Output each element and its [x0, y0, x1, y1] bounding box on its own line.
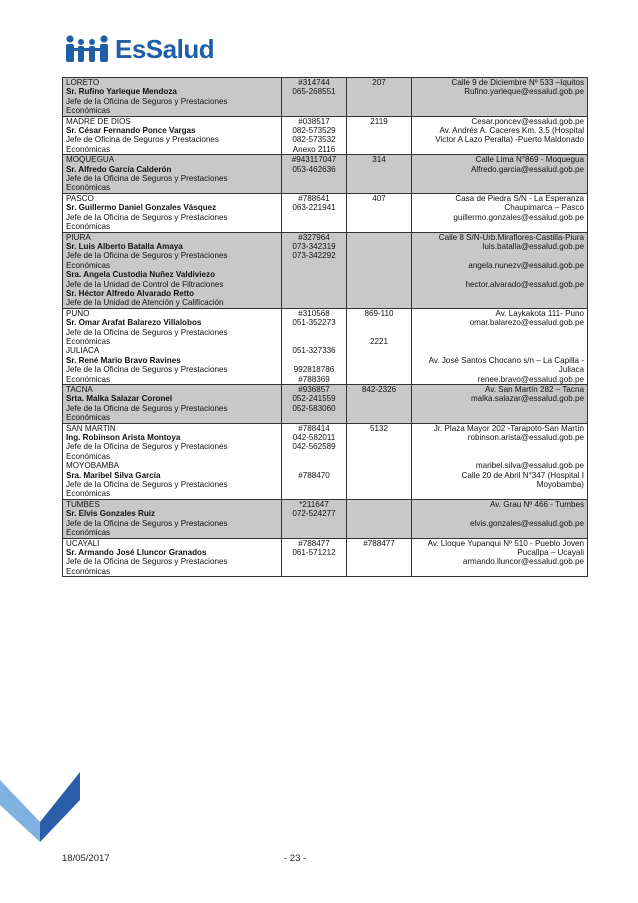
contact-info-cell-line: PASCO: [66, 193, 94, 203]
contact-info-cell-line: SAN MARTIN: [66, 423, 116, 433]
phone-cell-line: Anexo 2116: [292, 144, 336, 154]
contact-info-cell-line: TACNA: [66, 385, 93, 394]
contact-info-cell-line: Económicas: [66, 260, 111, 270]
contact-info-cell-line: Jefe de la Oficina de Seguros y Prestaciones: [66, 518, 228, 528]
phone-cell-line: [285, 356, 343, 365]
contact-info-cell-line: MOQUEGUA: [66, 155, 115, 165]
extension-cell: [347, 193, 412, 232]
table-row: [63, 116, 588, 155]
checkmark-decoration-icon: [0, 760, 80, 850]
phone-cell-line: 051-352273: [292, 318, 336, 328]
extension-cell-line: [350, 328, 408, 337]
table-row: [63, 308, 588, 384]
contact-info-cell-line: Económicas: [66, 374, 111, 384]
contact-info-cell-line: Económicas: [66, 413, 111, 423]
phone-cell-line: 065-268551: [292, 87, 336, 97]
contact-info-cell-line: Económicas: [66, 489, 111, 499]
address-cell-line: Jr. Plaza Mayor 202 -Tarapoto-San Martín: [433, 423, 584, 433]
address-cell-line: Av. José Santos Chocano s/n – La Capilla -: [428, 355, 584, 365]
table-row: [63, 232, 588, 308]
table-row: [63, 538, 588, 577]
phone-cell-line: 042-562589: [292, 442, 336, 452]
extension-cell-line: 2221: [369, 336, 388, 346]
address-cell-line: robinson.arista@essalud.gob.pe: [467, 433, 584, 443]
contact-info-cell-line: Económicas: [66, 451, 111, 461]
extension-cell-line: 207: [372, 78, 386, 87]
contact-info-cell: [63, 308, 282, 384]
page-number: - 23 -: [284, 853, 307, 864]
contact-info-cell-line: Sr. Guillermo Daniel Gonzales Vásquez: [66, 203, 217, 213]
contact-info-cell-line: PIURA: [66, 232, 91, 242]
phone-cell-line: #788369: [298, 374, 330, 384]
address-cell: [412, 116, 588, 155]
address-cell-line: [415, 346, 584, 355]
extension-cell-line: 869-110: [364, 308, 394, 318]
phone-cell-line: 052-241559: [292, 394, 336, 404]
phone-cell-line: 073-342319: [292, 241, 336, 251]
address-cell-line: Pucallpa – Ucayali: [517, 547, 584, 557]
phone-cell-line: #788641: [298, 193, 330, 203]
address-cell-line: omar.balarezo@essalud.gob.pe: [469, 318, 584, 328]
address-cell-line: angela.nunezv@essalud.gob.pe: [468, 260, 584, 270]
phone-cell-line: #936857: [298, 385, 330, 394]
contact-info-cell-line: Jefe de la Unidad de Control de Filtraciones: [66, 279, 224, 289]
address-cell-line: Av. Lloque Yupanqui Nº 510 - Pueblo Joven: [427, 538, 584, 548]
extension-cell-line: 314: [372, 155, 386, 165]
contact-info-cell-line: Jefe de la Oficina de Seguros y Prestaciones: [66, 327, 228, 337]
contact-info-cell-line: Sr. Héctor Alfredo Alvarado Retto: [66, 288, 195, 298]
extension-cell: [347, 232, 412, 308]
address-cell-line: Av. Laykakota 111- Puno: [495, 308, 584, 318]
contact-info-cell-line: JULIACA: [66, 346, 100, 356]
address-cell-line: [415, 251, 584, 260]
contact-info-cell: [63, 116, 282, 155]
phone-cell: [282, 538, 347, 577]
contact-info-cell-line: Jefe de la Unidad de Atención y Calificación: [66, 298, 224, 308]
address-cell-line: [415, 337, 584, 346]
phone-cell: [282, 78, 347, 117]
address-cell-line: [415, 328, 584, 337]
contact-info-cell: [63, 155, 282, 194]
contact-info-cell-line: Sra. Angela Custodia Nuñez Valdiviezo: [66, 270, 216, 280]
address-cell-line: [415, 270, 584, 279]
contact-info-cell-line: Económicas: [66, 566, 111, 576]
contact-info-cell-line: Jefe de la Oficina de Seguros y Prestaciones: [66, 174, 228, 184]
phone-cell-line: #788470: [298, 470, 330, 480]
contact-info-cell-line: Económicas: [66, 144, 111, 154]
contact-info-cell-line: Jefe de la Oficina de Seguros y Prestaciones: [66, 442, 228, 452]
address-cell-line: Rufino.yarleque@essalud.gob.pe: [464, 87, 584, 97]
phone-cell-line: 082-573532: [292, 135, 336, 145]
contact-info-cell: [63, 499, 282, 538]
logo-wordmark: EsSalud: [115, 33, 215, 64]
phone-cell-line: 052-583060: [292, 403, 336, 413]
address-cell-line: Calle 9 de Diciembre Nº 533 –Iquitos: [451, 78, 584, 87]
contact-info-cell-line: UCAYALI: [66, 538, 100, 548]
contact-info-cell-line: Económicas: [66, 183, 111, 193]
contact-info-cell-line: Sr. Elvis Gonzales Ruiz: [66, 509, 156, 519]
extension-cell: [347, 423, 412, 499]
contact-info-cell-line: Económicas: [66, 106, 111, 116]
table-row: [63, 423, 588, 499]
contact-info-cell-line: Jefe de la Oficina de Seguros y Prestaciones: [66, 251, 228, 261]
contact-info-cell-line: Jefe de la Oficina de Seguros y Prestaciones: [66, 480, 228, 490]
phone-cell: [282, 193, 347, 232]
extension-cell: [347, 308, 412, 384]
table-row: [63, 78, 588, 117]
address-cell-line: Cesar.poncev@essalud.gob.pe: [471, 116, 584, 126]
phone-cell: [282, 423, 347, 499]
address-cell: [412, 423, 588, 499]
address-cell: [412, 232, 588, 308]
table-row: [63, 385, 588, 424]
address-cell-line: Av. Andrés A. Caceres Km. 3.5 (Hospital: [439, 126, 584, 136]
address-cell-line: renee.bravo@essalud.gob.pe: [477, 374, 584, 384]
contact-info-cell-line: Sr. César Fernando Ponce Vargas: [66, 126, 196, 136]
address-cell-line: Av. San Martín 282 – Tacna: [485, 385, 584, 394]
table-row: [63, 193, 588, 232]
phone-cell-line: [285, 337, 343, 346]
address-cell-line: luis.batalla@essalud.gob.pe: [482, 241, 584, 251]
extension-cell-line: 2119: [370, 116, 388, 126]
contact-info-cell-line: Jefe de la Oficina de Seguros y Prestaciones: [66, 557, 228, 567]
contact-info-cell-line: Económicas: [66, 528, 111, 538]
phone-cell: [282, 155, 347, 194]
contact-info-cell-line: Económicas: [66, 222, 111, 232]
address-cell-line: elvis.gonzales@essalud.gob.pe: [470, 518, 584, 528]
essalud-logo: [62, 33, 214, 65]
contact-info-cell: [63, 193, 282, 232]
address-cell: [412, 193, 588, 232]
address-cell-line: Calle 8 S/N-Urb.Miraflores-Castilla-Piura: [438, 232, 584, 242]
address-cell-line: Av. Grau Nº 466 - Tumbes: [490, 499, 584, 509]
phone-cell-line: 042-582011: [292, 433, 336, 443]
address-cell-line: Calle 20 de Abril N°347 (Hospital I: [461, 470, 584, 480]
phone-cell-line: *211647: [299, 499, 329, 509]
address-cell-line: [415, 442, 584, 451]
phone-cell-line: #314744: [298, 78, 330, 87]
address-cell-line: Victor A Lazo Peralta) -Puerto Maldonado: [435, 135, 584, 145]
contact-info-cell-line: Jefe de Oficina de Seguros y Prestaciones: [66, 135, 219, 145]
address-cell: [412, 499, 588, 538]
contact-info-cell-line: Srta. Malka Salazar Coronel: [66, 394, 173, 404]
contact-info-cell-line: MOYOBAMBA: [66, 461, 120, 471]
contact-info-cell-line: Sr. René Mario Bravo Ravines: [66, 355, 181, 365]
address-cell-line: Alfredo.garcia@essalud.gob.pe: [470, 164, 584, 174]
phone-cell-line: 051-327336: [292, 346, 336, 356]
address-cell-line: Chaupimarca – Pasco: [504, 203, 584, 213]
contact-info-cell: [63, 78, 282, 117]
table-row: [63, 499, 588, 538]
contact-info-cell-line: PUNO: [66, 308, 90, 318]
address-cell: [412, 385, 588, 424]
phone-cell-line: [285, 461, 343, 470]
contact-info-cell: [63, 232, 282, 308]
address-cell-line: guillermo.gonzales@essalud.gob.pe: [453, 212, 584, 222]
phone-cell-line: [285, 328, 343, 337]
phone-cell-line: #788477: [298, 538, 330, 548]
contact-info-cell-line: Sra. Maribel Silva García: [66, 470, 161, 480]
address-cell: [412, 538, 588, 577]
extension-cell-line: 5132: [369, 423, 388, 433]
address-cell-line: Casa de Piedra S/N - La Esperanza: [455, 193, 584, 203]
phone-cell-line: #943117047: [291, 155, 337, 165]
table-row: [63, 155, 588, 194]
phone-cell-line: #310568: [298, 308, 330, 318]
contact-info-cell-line: Jefe de la Oficina de Seguros y Prestaciones: [66, 403, 228, 413]
contact-info-cell: [63, 538, 282, 577]
address-cell-line: Calle Lima N°869 - Moquegua: [475, 155, 584, 165]
extension-cell-line: 842-2326: [361, 385, 397, 394]
extension-cell-line: 407: [372, 193, 386, 203]
phone-cell: [282, 116, 347, 155]
phone-cell-line: 063-221941: [292, 203, 336, 213]
address-cell-line: maribel.silva@essalud.gob.pe: [475, 461, 584, 471]
phone-cell: [282, 385, 347, 424]
extension-cell: [347, 385, 412, 424]
extension-cell: [347, 116, 412, 155]
contact-info-cell-line: MADRE DE DIOS: [66, 116, 131, 126]
phone-cell-line: 072-524277: [292, 509, 336, 519]
directory-table: [62, 77, 588, 577]
contact-info-cell-line: Sr. Luis Alberto Batalla Amaya: [66, 241, 183, 251]
phone-cell-line: 992818786: [293, 365, 335, 375]
address-cell-line: Juliaca: [558, 365, 584, 375]
address-cell-line: hector.alvarado@essalud.gob.pe: [465, 279, 584, 289]
phone-cell-line: #038517: [298, 116, 330, 126]
phone-cell-line: [285, 452, 343, 461]
phone-cell-line: 073-342292: [292, 251, 336, 261]
extension-cell: [347, 499, 412, 538]
contact-info-cell-line: Jefe de la Oficina de Seguros y Prestaciones: [66, 365, 228, 375]
contact-info-cell-line: Ing. Robinson Arista Montoya: [66, 433, 181, 443]
address-cell-line: malka.salazar@essalud.gob.pe: [470, 394, 584, 404]
address-cell-line: Moyobamba): [536, 480, 584, 490]
phone-cell: [282, 499, 347, 538]
contact-info-cell: [63, 423, 282, 499]
phone-cell-line: 053-462636: [292, 164, 336, 174]
contact-info-cell-line: Sr. Rufino Yarleque Mendoza: [66, 87, 177, 97]
contact-info-cell: [63, 385, 282, 424]
phone-cell-line: 061-571212: [292, 547, 336, 557]
address-cell-line: [415, 509, 584, 518]
extension-cell-line: [350, 318, 408, 327]
footer-date: 18/05/2017: [62, 853, 110, 864]
address-cell: [412, 308, 588, 384]
extension-cell-line: #788477: [363, 538, 395, 548]
address-cell-line: armando.lluncor@essalud.gob.pe: [462, 557, 584, 567]
extension-cell: [347, 78, 412, 117]
contact-info-cell-line: Jefe de la Oficina de Seguros y Prestaciones: [66, 212, 228, 222]
extension-cell: [347, 155, 412, 194]
address-cell-line: [415, 452, 584, 461]
address-cell: [412, 155, 588, 194]
contact-info-cell-line: Jefe de la Oficina de Seguros y Prestaciones: [66, 96, 228, 106]
address-cell: [412, 78, 588, 117]
phone-cell: [282, 232, 347, 308]
phone-cell-line: 082-573529: [292, 126, 336, 136]
contact-info-cell-line: Sr. Alfredo García Calderón: [66, 164, 172, 174]
contact-info-cell-line: TUMBES: [66, 499, 100, 509]
phone-cell: [282, 308, 347, 384]
contact-info-cell-line: LORETO: [66, 78, 100, 87]
contact-info-cell-line: Sr. Omar Arafat Balarezo Villalobos: [66, 318, 202, 328]
essalud-family-icon: [62, 34, 112, 64]
extension-cell: [347, 538, 412, 577]
phone-cell-line: #788414: [298, 423, 330, 433]
phone-cell-line: #327964: [298, 232, 330, 242]
contact-info-cell-line: Económicas: [66, 336, 111, 346]
contact-info-cell-line: Sr. Armando José Lluncor Granados: [66, 547, 207, 557]
